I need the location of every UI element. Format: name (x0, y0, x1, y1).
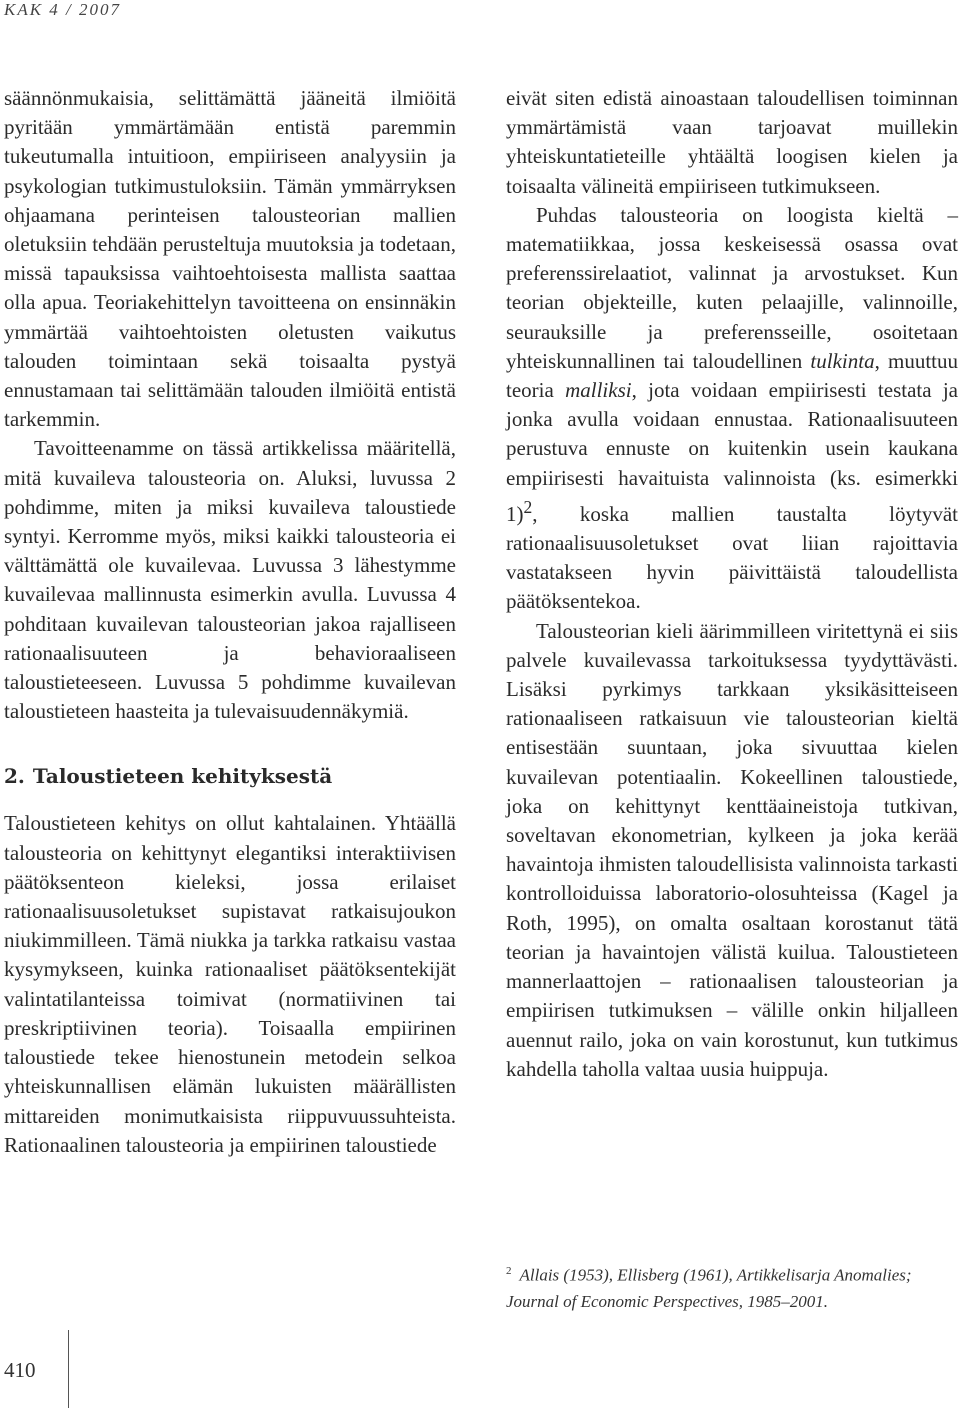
text-run: , muuttuu teoria (506, 348, 958, 403)
footnote-text: Allais (1953), Ellisberg (1961), Artikkelisarja Anomalies; Journal of Economic Perspectives, 1985–2001. (506, 1265, 912, 1311)
footnote-marker: 2 (506, 1265, 512, 1277)
text-run: , koska mallien taustalta löytyvät rationaalisuusoletukset ovat liian rajoittavia vastatakseen hyvin päivittäistä taloudellista päätöksentekoa. (506, 501, 958, 614)
emphasis-tulkinta: tulkinta (810, 348, 875, 373)
body-paragraph (506, 201, 958, 617)
body-paragraph: Taloustieteen kehitys on ollut kahtalainen. Yhtäällä talousteoria on kehittynyt elegantiksi interaktiivisen päätöksenteon kieleksi, jossa erilaiset rationaalisuusoletukset supistavat ratkaisujoukon niukimmilleen. Tämä niukka ja tarkka ratkaisu vastaa kysymykseen, kuinka rationaaliset päätöksentekijät valintatilanteissa toimivat (normatiivinen tai preskriptiivinen teoria). Toisaalla empiirinen taloustiede tekee hienostunein metodein selkoa yhteiskunnallisen elämän lukuisten määrällisten mittareiden monimutkaisista riippuvuussuhteista. Rationaalinen talousteoria ja empiirinen taloustiede (4, 811, 456, 1157)
text-run: , jota voidaan empiirisesti testata ja jonka avulla voidaan ennustaa. Rationaalisuuteen perustuva ennuste on kuitenkin usein kaukana empiirisesti havaituista valinnoista (ks. esimerkki 1) (506, 378, 958, 526)
section-title: Taloustieteen kehityksestä (32, 764, 333, 789)
right-column (506, 84, 958, 1084)
text-run: Puhdas talousteoria on loogista kieltä – matematiikkaa, jossa keskeisessä osassa ovat preferenssirelaatiot, valinnat ja arvostukset. Kun teorian objekteille, kuten pelaajille, valinnoille, seurauksille ja preferensseille, osoitetaan yhteiskunnallinen tai taloudellinen (506, 202, 958, 373)
section-number: 2. (4, 764, 25, 789)
body-paragraph: eivät siten edistä ainoastaan taloudellisen toiminnan ymmärtämistä vaan tarjoavat muillekin yhteiskuntatieteille yhtäältä loogisen kielen ja toisaalta välineitä empiiriseen tutkimukseen. (506, 86, 958, 198)
footnote-reference[interactable]: 2 (523, 496, 533, 517)
page-number: 410 (4, 1358, 36, 1382)
left-column (4, 84, 456, 1160)
body-paragraph: säännönmukaisia, selittämättä jääneitä ilmiöitä pyritään ymmärtämään entistä paremmin tukeutumalla intuitioon, empiiriseen analyysiin ja psykologian tutkimustuloksiin. Tämän ymmärryksen ohjaamana perinteisen talousteorian mallien oletuksiin tehdään perusteltuja muutoksia ja todetaan, missä tapauksissa vaihtoehtoisesta mallista saattaa olla apua. Teoriakehittelyn tavoitteena on ensinnäkin ymmärtää vaihtoehtoisten oletusten vaikutus talouden toimintaan sekä toisaalta pystyä ennustamaan tai selittämään talouden ilmiöitä entistä tarkemmin. (4, 86, 456, 432)
page-number-divider (68, 1330, 69, 1408)
body-paragraph: Tavoitteenamme on tässä artikkelissa määritellä, mitä kuvaileva talousteoria on. Aluksi, luvussa 2 pohdimme, miten ja miksi kuvaileva taloustiede syntyi. Kerromme myös, miksi kaikki talousteoria ei välttämättä ole kuvailevaa. Luvussa 3 lähestymme kuvailevaa mallinnusta esimerkin avulla. Luvussa 4 pohditaan kuvailevan talousteorian jakoa rajalliseen rationaalisuuteen ja behavioraaliseen taloustieteeseen. Luvussa 5 pohdimme kuvailevan taloustieteen haasteita ja tulevaisuudennäkymiä. (4, 436, 456, 724)
emphasis-malliksi: malliksi (565, 378, 632, 403)
body-paragraph: Talousteorian kieli äärimmilleen viritettynä ei siis palvele kuvailevassa tarkoituksessa tyydyttävästi. Lisäksi pyrkimys tarkkaan yksikäsitteiseen rationaaliseen ratkaisuun vie talousteorian kieltä entisestään suuntaan, joka sivuuttaa kielen kuvailevan potentiaalin. Kokeellinen taloustiede, joka on kehittynyt kenttäaineistoja tutkivan, soveltavan ekonometrian, kylkeen ja joka kerää havaintoja ihmisten taloudellisista valinnoista tarkasti kontrolloiduissa laboratorio-olosuhteissa (Kagel ja Roth, 1995), on omalta osaltaan korostanut tätä teorian ja havaintojen välistä kuilua. Taloustieteen mannerlaattojen – rationaalisen talousteorian ja empiirisen tutkimuksen – välille onkin hiljalleen auennut railo, joka on vain korostunut, kun tutkimus kahdella taholla valtaa uusia huippuja. (506, 618, 958, 1081)
footnote (506, 1258, 958, 1315)
running-header: KAK 4 / 2007 (4, 0, 122, 19)
section-heading (4, 762, 456, 791)
